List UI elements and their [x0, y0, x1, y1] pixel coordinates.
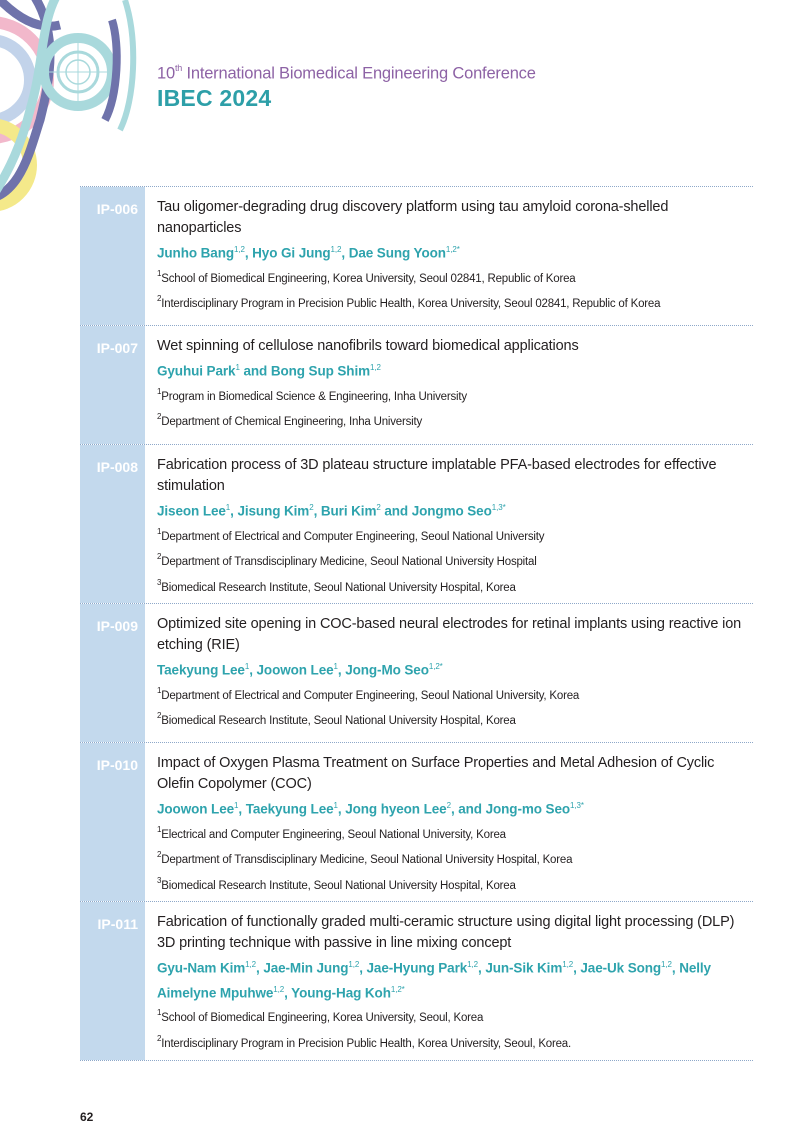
abstract-code: IP-008	[80, 445, 145, 603]
affiliation-marker: 1	[157, 386, 162, 396]
author-affiliation-marker: 1,2	[330, 245, 342, 254]
conference-header	[157, 64, 536, 112]
affiliation-text: Department of Transdisciplinary Medicine, Seoul National University Hospital	[161, 556, 537, 569]
author-list	[157, 357, 753, 382]
affiliation	[157, 264, 753, 290]
author-affiliation-marker: 1,2	[467, 960, 478, 969]
author-name: Jongmo Seo	[411, 503, 492, 519]
abstract-content	[145, 604, 753, 742]
author-separator: ,	[256, 960, 264, 976]
abstract-table	[80, 186, 753, 1061]
author-affiliation-marker: 1,2	[234, 245, 245, 254]
abstract-title: Tau oligomer-degrading drug discovery platform using tau amyloid corona-shelled nanoparticles	[157, 199, 669, 236]
affiliation	[157, 573, 753, 599]
author-separator: ,	[230, 503, 238, 519]
author-name: Jong-mo Seo	[485, 801, 570, 817]
affiliation	[157, 706, 753, 732]
affiliation-marker: 2	[157, 711, 162, 721]
conference-ordinal: th	[174, 63, 183, 73]
author-name: Jae-Hyung Park	[366, 960, 468, 976]
author-affiliation-marker: 1,2	[370, 363, 381, 372]
author-affiliation-marker: 1	[333, 801, 338, 810]
author-separator: ,	[249, 662, 257, 678]
author-separator: ,	[313, 503, 321, 519]
author-separator: ,	[478, 960, 486, 976]
author-name: Young-Hag Koh	[291, 985, 391, 1000]
author-name: Jisung Kim	[237, 503, 310, 519]
author-affiliation-marker: 1,3*	[491, 503, 506, 512]
abstract-entry	[80, 325, 753, 444]
affiliation-marker: 1	[157, 824, 162, 834]
author-affiliation-marker: 2	[376, 503, 381, 512]
author-separator: ,	[671, 960, 680, 976]
abstract-title: Fabrication of functionally graded multi-ceramic structure using digital light processing (DLP) 3D printing technique with passive in line mixing concept	[157, 914, 735, 951]
abstract-entry	[80, 603, 753, 742]
affiliation	[157, 547, 753, 573]
abstract-entry	[80, 742, 753, 901]
author-affiliation-marker: 1	[333, 662, 338, 671]
author-name: Joowon Lee	[256, 662, 334, 678]
author-affiliation-marker: 1,2	[562, 960, 574, 969]
author-separator: ,	[284, 985, 292, 1000]
affiliation-marker: 1	[157, 1008, 162, 1017]
author-separator: ,	[341, 245, 349, 261]
affiliation	[157, 871, 753, 897]
author-affiliation-marker: 1	[235, 363, 240, 372]
abstract-title: Impact of Oxygen Plasma Treatment on Surface Properties and Metal Adhesion of Cyclic Olefin Copolymer (COC)	[157, 755, 715, 792]
author-name: Buri Kim	[320, 503, 377, 519]
author-name: Nelly Aimelyne Mpuhwe	[157, 960, 711, 1000]
abstract-entry	[80, 186, 753, 325]
author-affiliation-marker: 1,2*	[428, 662, 443, 671]
affiliation-text: Department of Electrical and Computer Engineering, Seoul National University	[161, 530, 545, 543]
abstract-content	[145, 326, 753, 444]
author-affiliation-marker: 1,2	[245, 960, 256, 969]
affiliation-marker: 2	[157, 850, 162, 860]
author-name: Taekyung Lee	[157, 662, 245, 678]
abstract-entry	[80, 901, 753, 1061]
abstract-title: Wet spinning of cellulose nanofibrils toward biomedical applications	[157, 338, 579, 354]
author-separator: ,	[573, 960, 581, 976]
author-name: Bong Sup Shim	[270, 363, 371, 379]
author-separator: and	[239, 363, 271, 379]
author-name: Junho Bang	[157, 245, 234, 261]
author-affiliation-marker: 1	[225, 503, 231, 512]
affiliation-marker: 1	[157, 526, 162, 536]
affiliation-marker: 3	[157, 578, 162, 588]
abstract-code: IP-006	[80, 187, 145, 325]
abstract-code: IP-007	[80, 326, 145, 444]
page-number: 62	[80, 1110, 94, 1124]
author-name: Jae-Uk Song	[580, 960, 662, 976]
author-affiliation-marker: 1,2	[273, 984, 285, 994]
author-list	[157, 239, 753, 264]
author-list	[157, 656, 753, 681]
abstract-code: IP-010	[80, 743, 145, 901]
author-separator: ,	[337, 662, 346, 678]
abstract-code: IP-011	[80, 902, 145, 1060]
author-separator: , and	[450, 801, 486, 817]
author-name: Jong-Mo Seo	[345, 662, 429, 678]
author-separator: ,	[337, 801, 346, 817]
author-name: Taekyung Lee	[245, 801, 334, 817]
conference-title	[157, 64, 536, 84]
affiliation-marker: 3	[157, 876, 162, 886]
affiliation-marker: 2	[157, 1033, 162, 1043]
author-name: Jae-Min Jung	[263, 960, 349, 976]
affiliation-text: Department of Chemical Engineering, Inha University	[161, 416, 423, 429]
author-list	[157, 795, 753, 820]
affiliation-text: Biomedical Research Institute, Seoul National University Hospital, Korea	[161, 879, 516, 892]
affiliation-text: Interdisciplinary Program in Precision Public Health, Korea University, Seoul, Korea.	[161, 1037, 572, 1050]
author-separator: ,	[244, 245, 253, 261]
affiliation-marker: 2	[157, 294, 162, 304]
author-name: Joowon Lee	[157, 801, 235, 817]
affiliation-marker: 1	[157, 268, 162, 278]
affiliation	[157, 1003, 753, 1029]
author-affiliation-marker: 2	[446, 801, 451, 810]
affiliation-marker: 2	[157, 412, 162, 422]
author-separator: ,	[359, 960, 367, 976]
affiliation	[157, 289, 753, 315]
author-affiliation-marker: 1	[244, 662, 250, 671]
abstract-title: Optimized site opening in COC-based neural electrodes for retinal implants using reactive ion etching (RIE)	[157, 616, 742, 653]
affiliation	[157, 820, 753, 846]
affiliation-text: Department of Transdisciplinary Medicine, Seoul National University Hospital, Korea	[161, 854, 573, 867]
abstract-content	[145, 187, 753, 325]
affiliation-text: Interdisciplinary Program in Precision Public Health, Korea University, Seoul 02841, Republic of Korea	[161, 298, 661, 311]
author-name: Jiseon Lee	[157, 503, 226, 519]
abstract-entry	[80, 444, 753, 603]
author-affiliation-marker: 1,2*	[390, 984, 405, 994]
affiliation-text: Electrical and Computer Engineering, Seoul National University, Korea	[161, 828, 506, 841]
conference-title-text: International Biomedical Engineering Conference	[186, 64, 536, 83]
affiliation	[157, 382, 753, 408]
author-name: Gyu-Nam Kim	[157, 960, 246, 976]
affiliation	[157, 845, 753, 871]
author-affiliation-marker: 1	[234, 801, 239, 810]
author-name: Hyo Gi Jung	[252, 245, 331, 261]
affiliation-text: Department of Electrical and Computer Engineering, Seoul National University, Korea	[161, 689, 580, 702]
affiliation-marker: 1	[157, 685, 162, 695]
affiliation	[157, 681, 753, 707]
conference-short-name: IBEC 2024	[157, 84, 272, 111]
affiliation	[157, 522, 753, 548]
author-separator: and	[380, 503, 412, 519]
affiliation	[157, 407, 753, 433]
affiliation-marker: 2	[157, 552, 162, 562]
affiliation	[157, 1029, 753, 1055]
author-list	[157, 497, 753, 522]
author-name: Dae Sung Yoon	[348, 245, 446, 261]
abstract-content	[145, 445, 753, 603]
author-affiliation-marker: 1,3*	[570, 801, 584, 810]
abstract-content	[145, 743, 753, 901]
author-name: Jun-Sik Kim	[485, 960, 563, 976]
abstract-code: IP-009	[80, 604, 145, 742]
author-affiliation-marker: 1,2	[348, 960, 360, 969]
affiliation-text: Program in Biomedical Science & Engineering, Inha University	[161, 390, 467, 403]
author-list	[157, 954, 753, 1003]
author-name: Jong hyeon Lee	[345, 801, 447, 817]
author-affiliation-marker: 1,2*	[445, 245, 460, 254]
affiliation-text: School of Biomedical Engineering, Korea University, Seoul 02841, Republic of Korea	[161, 272, 576, 285]
author-name: Gyuhui Park	[157, 363, 236, 379]
affiliation-text: School of Biomedical Engineering, Korea University, Seoul, Korea	[161, 1011, 484, 1024]
affiliation-text: Biomedical Research Institute, Seoul National University Hospital, Korea	[161, 581, 516, 594]
affiliation-text: Biomedical Research Institute, Seoul National University Hospital, Korea	[161, 715, 516, 728]
conference-number: 10	[157, 64, 175, 83]
abstract-content	[145, 902, 753, 1060]
author-affiliation-marker: 1,2	[661, 960, 672, 969]
author-affiliation-marker: 2	[309, 503, 314, 512]
author-separator: ,	[238, 801, 246, 817]
abstract-title: Fabrication process of 3D plateau structure implatable PFA-based electrodes for effective stimulation	[157, 457, 717, 494]
